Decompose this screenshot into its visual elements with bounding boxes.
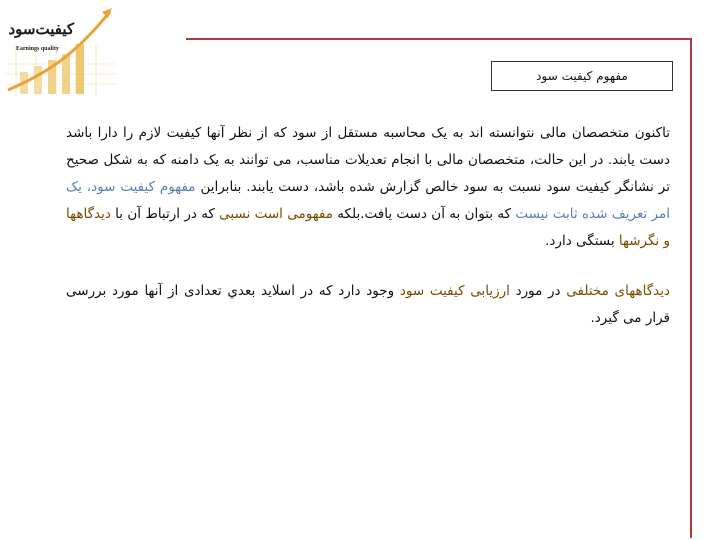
p1-text-3: که در ارتباط آن با — [110, 206, 220, 222]
p1-text-1: تاکنون متخصصان مالی نتوانسته اند به یک محاسبه مستقل از سود که از نظر آنها کیفیت لازم را دارا باشد دست یابند. در این حالت، متخصصان مالی با انجام تعدیلات مناسب، می توانند به یک دامنه که به شکل صحیح تر نشانگر کیفیت سود نسبت به سود خالص گزارش شده باشد، دست یابند. بنابراین — [66, 125, 670, 195]
slide-title: مفهوم کیفیت سود — [536, 69, 628, 83]
p1-text-4: بستگی دارد. — [545, 233, 619, 249]
p1-highlight-views: دیدگاهها و نگرشها — [66, 206, 670, 249]
p2-highlight-evaluation: ارزیابی کیفیت سود — [399, 283, 510, 299]
p2-highlight-views: دیدگاههای مختلفی — [566, 283, 670, 299]
p1-highlight-concept: مفهوم کیفیت سود، یک امر تعریف شده ثابت نیست — [66, 179, 670, 222]
paragraph-1 — [66, 120, 670, 255]
paragraph-2 — [66, 278, 670, 332]
p1-text-2: که بتوان به آن دست یافت.بلکه — [332, 206, 516, 222]
slide-title-box — [491, 61, 673, 91]
logo — [6, 4, 116, 96]
p2-text-2: وجود دارد که در اسلاید بعدي تعدادی از آنها مورد بررسی قرار می گیرد. — [66, 283, 670, 326]
logo-title: کیفیت‌سود — [8, 20, 74, 38]
frame-top-line — [186, 38, 692, 40]
frame-right-line — [690, 38, 692, 538]
slide-body — [66, 120, 670, 332]
logo-subtitle: Earnings quality — [16, 46, 59, 52]
p2-text-1: در مورد — [509, 283, 567, 299]
p1-highlight-relative: مفهومی است نسبی — [219, 206, 333, 222]
